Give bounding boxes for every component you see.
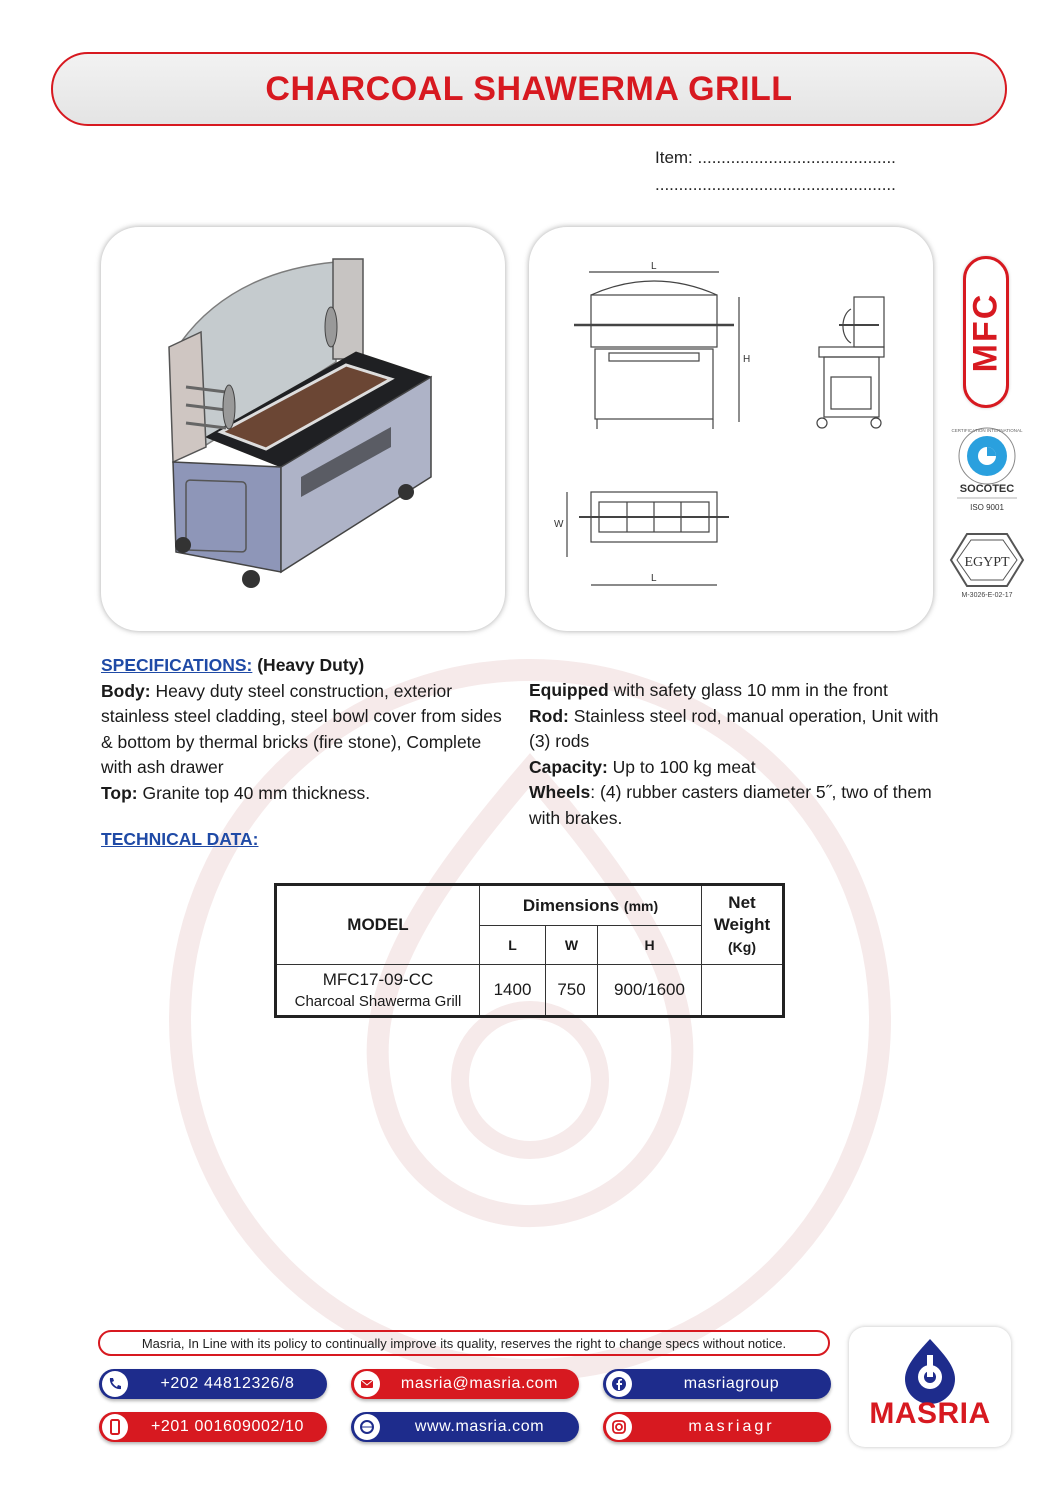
globe-icon	[354, 1414, 380, 1440]
table-row	[276, 965, 784, 1017]
spec-top-label: Top:	[101, 782, 138, 803]
item-dots-1: ..........................................	[697, 148, 896, 167]
socotec-ring-text: CERTIFICATION INTERNATIONAL	[951, 428, 1023, 433]
footer-notice: Masria, In Line with its policy to continually improve its quality, reserves the right to change specs without notice.	[98, 1330, 830, 1356]
col-h-header: H	[598, 926, 702, 965]
spec-top-text: Granite top 40 mm thickness.	[142, 782, 371, 803]
spec-equipped-text: with safety glass 10 mm in the front	[613, 680, 888, 700]
technical-data-heading: TECHNICAL DATA:	[101, 829, 259, 849]
facebook-pill[interactable]	[603, 1369, 831, 1399]
phone-1-pill[interactable]	[99, 1369, 327, 1399]
spec-wheels-label: Wheels	[529, 782, 591, 802]
facebook-text: masriagroup	[683, 1375, 780, 1392]
phone-icon	[102, 1371, 128, 1397]
instagram-pill[interactable]	[603, 1412, 831, 1442]
spec-rod-text: Stainless steel rod, manual operation, Unit with (3) rods	[529, 705, 939, 751]
col-w-header: W	[546, 926, 598, 965]
col-l-header: L	[480, 926, 546, 965]
title-banner	[51, 52, 1007, 126]
specifications-left	[101, 653, 511, 806]
product-3d-image	[101, 227, 505, 631]
dimension-drawing	[529, 227, 933, 631]
spec-wheels-text: : (4) rubber casters diameter 5˝, two of them with brakes.	[529, 782, 932, 828]
grill-3d-illustration	[101, 227, 505, 631]
page-title: CHARCOAL SHAWERMA GRILL	[265, 69, 793, 108]
dimensions-unit: (mm)	[623, 897, 659, 914]
spec-equipped-label: Equipped	[529, 680, 609, 700]
socotec-iso-logo	[949, 424, 1025, 516]
spec-capacity-label: Capacity:	[529, 756, 608, 777]
model-name: Charcoal Shawerma Grill	[294, 992, 462, 1010]
iso-text: ISO 9001	[970, 503, 1004, 512]
specifications-heading: SPECIFICATIONS:	[101, 655, 253, 675]
email-text: masria@masria.com	[400, 1375, 559, 1392]
mobile-icon	[102, 1414, 128, 1440]
mfc-badge	[963, 256, 1009, 408]
website-pill[interactable]	[351, 1412, 579, 1442]
spec-equipped	[529, 678, 949, 704]
masria-logo	[849, 1327, 1011, 1447]
spec-rod	[529, 704, 949, 755]
technical-data-table	[274, 883, 785, 1018]
specifications-right	[529, 678, 949, 831]
egypt-code: M-3026-E-02-17	[961, 592, 1013, 599]
socotec-name: SOCOTEC	[959, 483, 1015, 495]
dimensions-label: Dimensions	[522, 895, 620, 915]
cell-model	[276, 965, 480, 1017]
phone-2-text: +201 001609002/10	[150, 1418, 304, 1435]
cell-h: 900/1600	[598, 965, 702, 1017]
model-code: MFC17-09-CC	[322, 969, 434, 989]
col-net-weight-header	[702, 885, 784, 965]
net-weight-unit: (Kg)	[728, 939, 756, 955]
technical-drawing	[529, 227, 933, 631]
email-pill[interactable]	[351, 1369, 579, 1399]
net-weight-label: Net Weight	[713, 893, 771, 934]
item-field-line-2: ...................................................	[655, 175, 896, 194]
masria-logo-text: MASRIA	[869, 1397, 991, 1430]
col-model-header: MODEL	[276, 885, 480, 965]
label-length-front: L	[651, 261, 657, 272]
instagram-icon	[606, 1414, 632, 1440]
cell-w: 750	[546, 965, 598, 1017]
egypt-certification-logo	[947, 530, 1027, 600]
email-icon	[354, 1371, 380, 1397]
egypt-text: EGYPT	[964, 555, 1010, 570]
label-height: H	[743, 354, 751, 365]
spec-body	[101, 679, 511, 781]
facebook-icon	[606, 1371, 632, 1397]
spec-body-label: Body:	[101, 680, 151, 701]
cell-l: 1400	[480, 965, 546, 1017]
cell-weight	[702, 965, 784, 1017]
phone-2-pill[interactable]	[99, 1412, 327, 1442]
mfc-text: MFC	[966, 292, 1005, 372]
spec-wheels	[529, 780, 949, 831]
col-dimensions-header	[480, 885, 702, 926]
instagram-text: masriagr	[688, 1418, 775, 1435]
website-text: www.masria.com	[414, 1418, 545, 1435]
label-width: W	[554, 519, 564, 530]
spec-top	[101, 781, 511, 807]
item-label: Item:	[655, 148, 693, 167]
spec-capacity	[529, 755, 949, 781]
specifications-grade: (Heavy Duty)	[257, 655, 365, 675]
item-field	[655, 148, 896, 168]
spec-rod-label: Rod:	[529, 705, 569, 726]
phone-1-text: +202 44812326/8	[160, 1375, 295, 1392]
label-length-top: L	[651, 573, 657, 584]
spec-body-text: Heavy duty steel construction, exterior stainless steel cladding, steel bowl cover from sides & bottom by thermal bricks (fire stone), Complete with ash drawer	[101, 680, 502, 777]
spec-capacity-text: Up to 100 kg meat	[612, 756, 756, 777]
